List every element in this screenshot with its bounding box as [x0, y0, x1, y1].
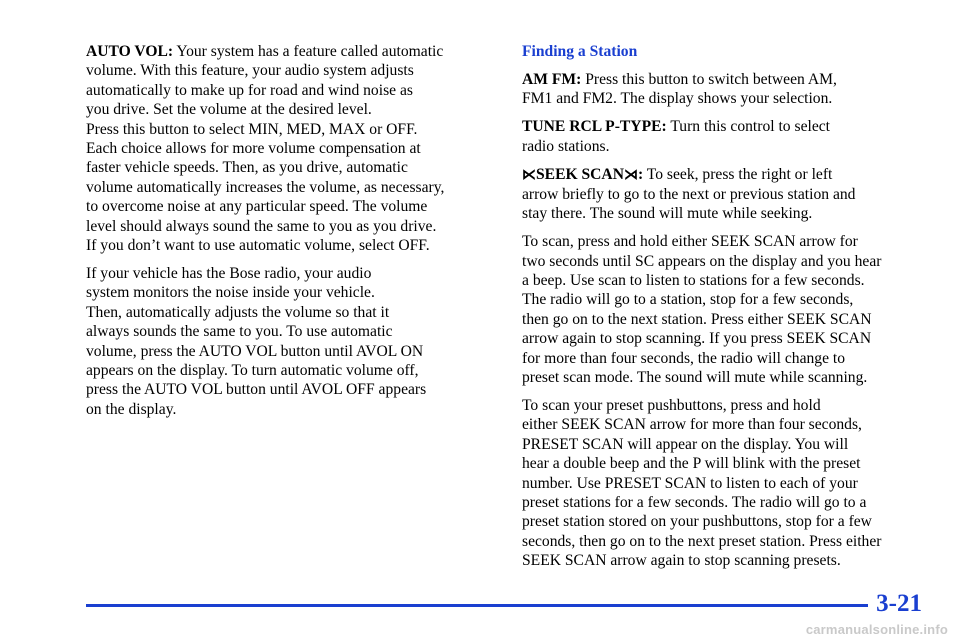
auto-vol-paragraph: AUTO VOL: Your system has a feature called automatic volume. With this feature, your audio system adjusts automatically to make up for road and wind noise as you drive. Set the volume at the desired level. Press this button to select MIN, MED, MAX or OFF. Each choice allows for more volume compensation at faster vehicle speeds. Then, as you drive, automatic volume automatically increases the volume, as necessary, to overcome noise at any particular speed. The volume level should always sound the same to you as you drive. If you don’t want to use automatic volume, select OFF. — [86, 43, 445, 255]
page-number: 3-21 — [876, 590, 922, 617]
watermark: carmanualsonline.info — [805, 622, 948, 637]
seek-scan-label: SEEK SCAN — [536, 165, 624, 183]
left-column — [86, 42, 496, 428]
auto-vol-label: AUTO VOL: — [86, 43, 174, 60]
seek-scan-paragraph: ⋉SEEK SCAN⋊: To seek, press the right or left arrow briefly to go to the next or previous station and stay there. The sound will mute while seeking. — [522, 165, 856, 223]
am-fm-label: AM FM: — [522, 70, 582, 88]
tune-rcl-paragraph: TUNE RCL P-TYPE: Turn this control to select radio stations. — [522, 118, 830, 155]
bose-radio-paragraph: If your vehicle has the Bose radio, your audio system monitors the noise inside your vehicle. Then, automatically adjusts the volume so that it always sounds the same to you. To use automatic volume, press the AUTO VOL button until AVOL ON appears on the display. To turn automatic volume off, press the AUTO VOL button until AVOL OFF appears on the display. — [86, 264, 427, 418]
section-heading: Finding a Station — [522, 43, 638, 60]
seek-right-arrow-icon: ⋊ — [623, 167, 638, 183]
am-fm-paragraph: AM FM: Press this button to switch between AM, FM1 and FM2. The display shows your selection. — [522, 70, 837, 108]
preset-scan-paragraph: To scan your preset pushbuttons, press and hold either SEEK SCAN arrow for more than four seconds, PRESET SCAN will appear on the display. You will hear a double beep and the P will blink with the preset number. Use PRESET SCAN to listen to each of your preset stations for a few seconds. The radio will go to a preset station stored on your pushbuttons, stop for a few seconds, then go on to the next preset station. Press either SEEK SCAN arrow again to stop scanning presets. — [522, 397, 882, 570]
seek-left-arrow-icon: ⋉ — [522, 167, 536, 183]
footer-rule — [86, 604, 868, 607]
right-column — [522, 42, 934, 579]
scan-paragraph: To scan, press and hold either SEEK SCAN arrow for two seconds until SC appears on the display and you hear a beep. Use scan to listen to stations for a few seconds. The radio will go to a station, stop for a few seconds, then go on to the next station. Press either SEEK SCAN arrow again to stop scanning. If you press SEEK SCAN for more than four seconds, the radio will change to preset scan mode. The sound will mute while scanning. — [522, 233, 882, 387]
tune-rcl-label: TUNE RCL P-TYPE: — [522, 118, 667, 136]
